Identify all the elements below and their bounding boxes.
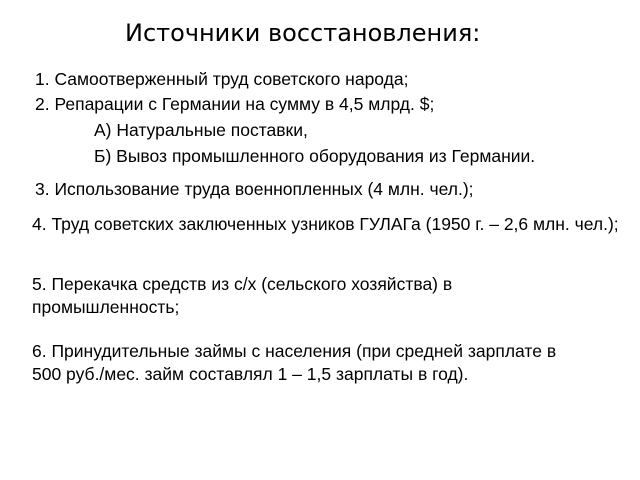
list-item-6: 6. Принудительные займы с населения (при средней зарплате в 500 руб./мес. займ составлял 1 – 1,5 зарплаты в год). — [32, 341, 557, 384]
list-subitem-a: А) Натуральные поставки, — [94, 120, 308, 140]
list-item-3: 3. Использование труда военнопленных (4 млн. чел.); — [35, 179, 474, 199]
list-subitem-b: Б) Вывоз промышленного оборудования из Германии. — [94, 146, 536, 166]
slide-title: Источники восстановления: — [125, 19, 481, 47]
list-item-2: 2. Репарации с Германии на сумму в 4,5 млрд. $; — [35, 94, 435, 114]
list-item-5: 5. Перекачка средств из с/х (сельского хозяйства) в промышленность; — [32, 274, 453, 317]
list-item-4: 4. Труд советских заключенных узников ГУЛАГа (1950 г. – 2,6 млн. чел.); — [32, 214, 619, 234]
list-item-1: 1. Самоотверженный труд советского народа; — [35, 69, 409, 89]
